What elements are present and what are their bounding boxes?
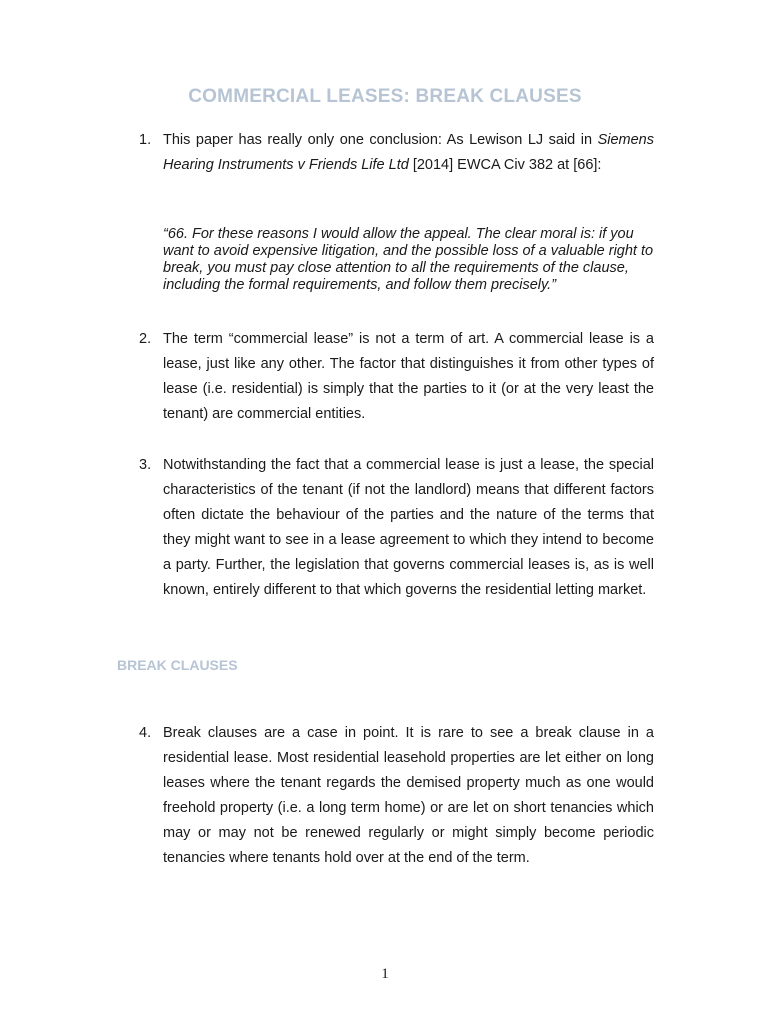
paragraph-2: The term “commercial lease” is not a term of art. A commercial lease is a lease, just like any other. The factor that distinguishes it from other types of lease (i.e. residential) is simply that the parties to it (or at the very least the tenant) are commercial entities. (163, 331, 654, 422)
page-number: 1 (381, 966, 389, 982)
paragraph-1-lead: This paper has really only one conclusion: As Lewison LJ said in (163, 132, 598, 148)
paragraph-3-number: 3. (139, 457, 152, 473)
document-title: COMMERCIAL LEASES: BREAK CLAUSES (188, 86, 582, 107)
paragraph-1 (163, 128, 654, 178)
paragraph-4-number: 4. (139, 725, 152, 741)
block-quote: “66. For these reasons I would allow the appeal. The clear moral is: if you want to avoid expensive litigation, and the possible loss of a valuable right to break, you must pay close attention to all the requirements of the clause, including the formal requirements, and follow them precisely.” (163, 226, 654, 293)
case-name: Siemens Hearing Instruments v Friends Life Ltd (163, 132, 654, 173)
paragraph-2-number: 2. (139, 331, 152, 347)
paragraph-1-number: 1. (139, 132, 152, 148)
paragraph-4: Break clauses are a case in point. It is rare to see a break clause in a residential lease. Most residential leasehold properties are let either on long leases where the tenant regards the demised property much as one would freehold property (i.e. a long term home) or are let on short tenancies which may or may not be renewed regularly or might simply become periodic tenancies where tenants hold over at the end of the term. (163, 725, 654, 866)
paragraph-3: Notwithstanding the fact that a commercial lease is just a lease, the special characteristics of the tenant (if not the landlord) means that different factors often dictate the behaviour of the parties and the nature of the terms that they might want to see in a lease agreement to which they intend to become a party. Further, the legislation that governs commercial leases is, as is well known, entirely different to that which governs the residential letting market. (163, 457, 654, 598)
section-heading: BREAK CLAUSES (117, 657, 238, 673)
case-citation: [2014] EWCA Civ 382 at [66]: (408, 157, 602, 173)
